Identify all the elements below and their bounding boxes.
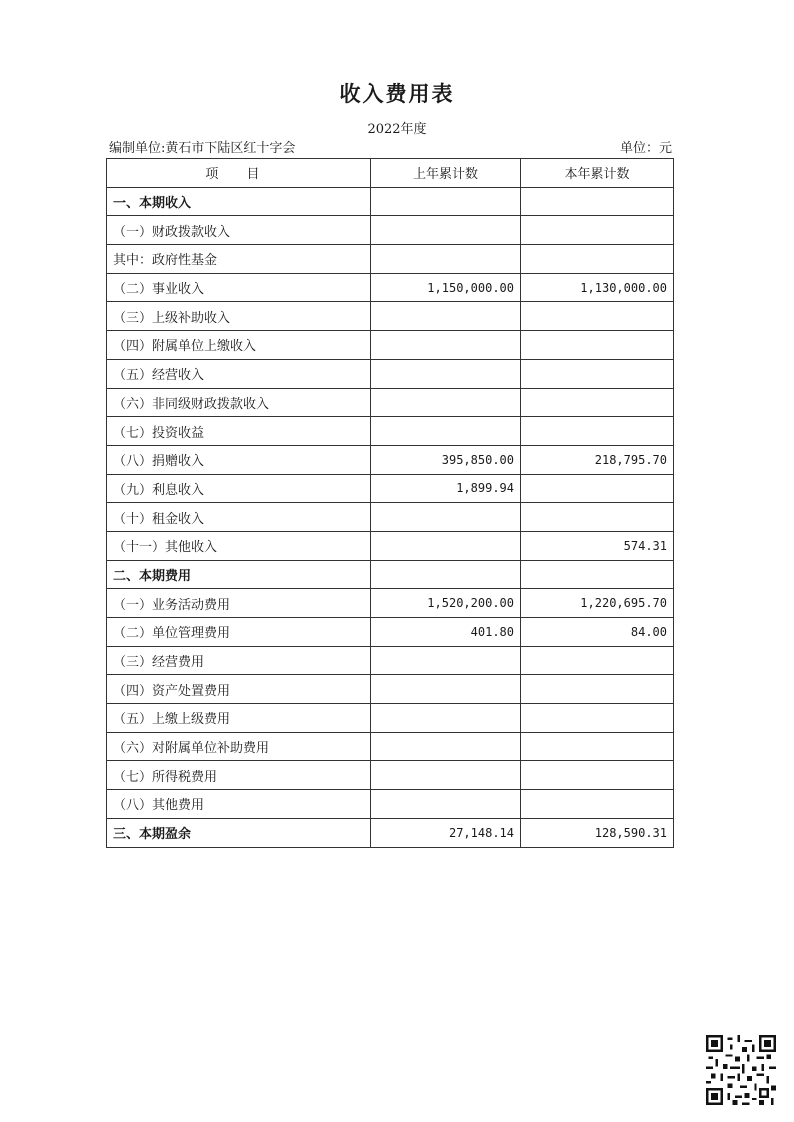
row-prev-value [371, 732, 521, 761]
table-row [107, 618, 674, 647]
row-prev-value: 1,520,200.00 [371, 589, 521, 618]
row-label: （五）上缴上级费用 [107, 704, 371, 733]
row-curr-value [521, 331, 674, 360]
row-curr-value: 128,590.31 [521, 818, 674, 847]
row-label: （三）经营费用 [107, 646, 371, 675]
table-row [107, 474, 674, 503]
row-prev-value [371, 531, 521, 560]
table-row [107, 560, 674, 589]
table-row [107, 273, 674, 302]
row-prev-value [371, 216, 521, 245]
row-label: （八）捐赠收入 [107, 445, 371, 474]
row-label: （三）上级补助收入 [107, 302, 371, 331]
row-prev-value [371, 388, 521, 417]
row-prev-value [371, 790, 521, 819]
row-prev-value [371, 417, 521, 446]
row-label: （一）财政拨款收入 [107, 216, 371, 245]
row-label: （二）单位管理费用 [107, 618, 371, 647]
row-prev-value [371, 187, 521, 216]
row-curr-value [521, 417, 674, 446]
row-prev-value: 1,150,000.00 [371, 273, 521, 302]
row-prev-value: 1,899.94 [371, 474, 521, 503]
table-row [107, 216, 674, 245]
row-label: （六）对附属单位补助费用 [107, 732, 371, 761]
row-curr-value [521, 704, 674, 733]
row-curr-value [521, 302, 674, 331]
table-row [107, 187, 674, 216]
row-label: （四）资产处置费用 [107, 675, 371, 704]
row-label: （十）租金收入 [107, 503, 371, 532]
table-row [107, 818, 674, 847]
table-row [107, 761, 674, 790]
row-label: （七）投资收益 [107, 417, 371, 446]
table-row [107, 589, 674, 618]
table-row [107, 503, 674, 532]
row-label: 二、本期费用 [107, 560, 371, 589]
row-prev-value: 27,148.14 [371, 818, 521, 847]
table-row [107, 417, 674, 446]
row-label: 一、本期收入 [107, 187, 371, 216]
row-curr-value [521, 245, 674, 274]
row-curr-value [521, 675, 674, 704]
table-row [107, 531, 674, 560]
row-label: （七）所得税费用 [107, 761, 371, 790]
row-label: （二）事业收入 [107, 273, 371, 302]
table-row [107, 675, 674, 704]
row-curr-value [521, 388, 674, 417]
row-prev-value [371, 359, 521, 388]
row-curr-value [521, 187, 674, 216]
row-prev-value [371, 302, 521, 331]
header-item: 项 目 [107, 159, 371, 188]
row-label: 其中：政府性基金 [107, 245, 371, 274]
row-curr-value [521, 474, 674, 503]
row-curr-value: 84.00 [521, 618, 674, 647]
table-row [107, 245, 674, 274]
row-prev-value [371, 761, 521, 790]
row-curr-value: 1,220,695.70 [521, 589, 674, 618]
table-row [107, 359, 674, 388]
table-header-row [107, 159, 674, 188]
row-prev-value [371, 560, 521, 589]
table-row [107, 331, 674, 360]
table-row [107, 302, 674, 331]
qr-code-icon [706, 1035, 776, 1105]
row-curr-value [521, 560, 674, 589]
row-label: （十一）其他收入 [107, 531, 371, 560]
row-prev-value [371, 646, 521, 675]
header-current-year: 本年累计数 [521, 159, 674, 188]
row-prev-value [371, 675, 521, 704]
row-label: （九）利息收入 [107, 474, 371, 503]
row-curr-value [521, 790, 674, 819]
row-curr-value [521, 359, 674, 388]
row-prev-value: 395,850.00 [371, 445, 521, 474]
row-curr-value: 1,130,000.00 [521, 273, 674, 302]
organization-label: 编制单位:黄石市下陆区红十字会 [109, 141, 296, 156]
row-prev-value [371, 503, 521, 532]
row-curr-value [521, 646, 674, 675]
currency-unit-label: 单位：元 [619, 141, 672, 156]
row-label: （八）其他费用 [107, 790, 371, 819]
row-label: 三、本期盈余 [107, 818, 371, 847]
row-curr-value [521, 761, 674, 790]
document-title: 收入费用表 [339, 81, 455, 106]
row-label: （一）业务活动费用 [107, 589, 371, 618]
table-row [107, 445, 674, 474]
table-row [107, 704, 674, 733]
row-label: （六）非同级财政拨款收入 [107, 388, 371, 417]
table-row [107, 732, 674, 761]
header-prev-year: 上年累计数 [371, 159, 521, 188]
row-curr-value [521, 216, 674, 245]
row-curr-value: 218,795.70 [521, 445, 674, 474]
row-curr-value: 574.31 [521, 531, 674, 560]
row-label: （四）附属单位上缴收入 [107, 331, 371, 360]
row-prev-value [371, 704, 521, 733]
row-prev-value: 401.80 [371, 618, 521, 647]
income-expense-table [106, 158, 674, 848]
row-prev-value [371, 331, 521, 360]
report-year: 2022年度 [367, 122, 427, 137]
row-label: （五）经营收入 [107, 359, 371, 388]
row-curr-value [521, 503, 674, 532]
row-curr-value [521, 732, 674, 761]
table-row [107, 646, 674, 675]
table-row [107, 388, 674, 417]
row-prev-value [371, 245, 521, 274]
table-row [107, 790, 674, 819]
